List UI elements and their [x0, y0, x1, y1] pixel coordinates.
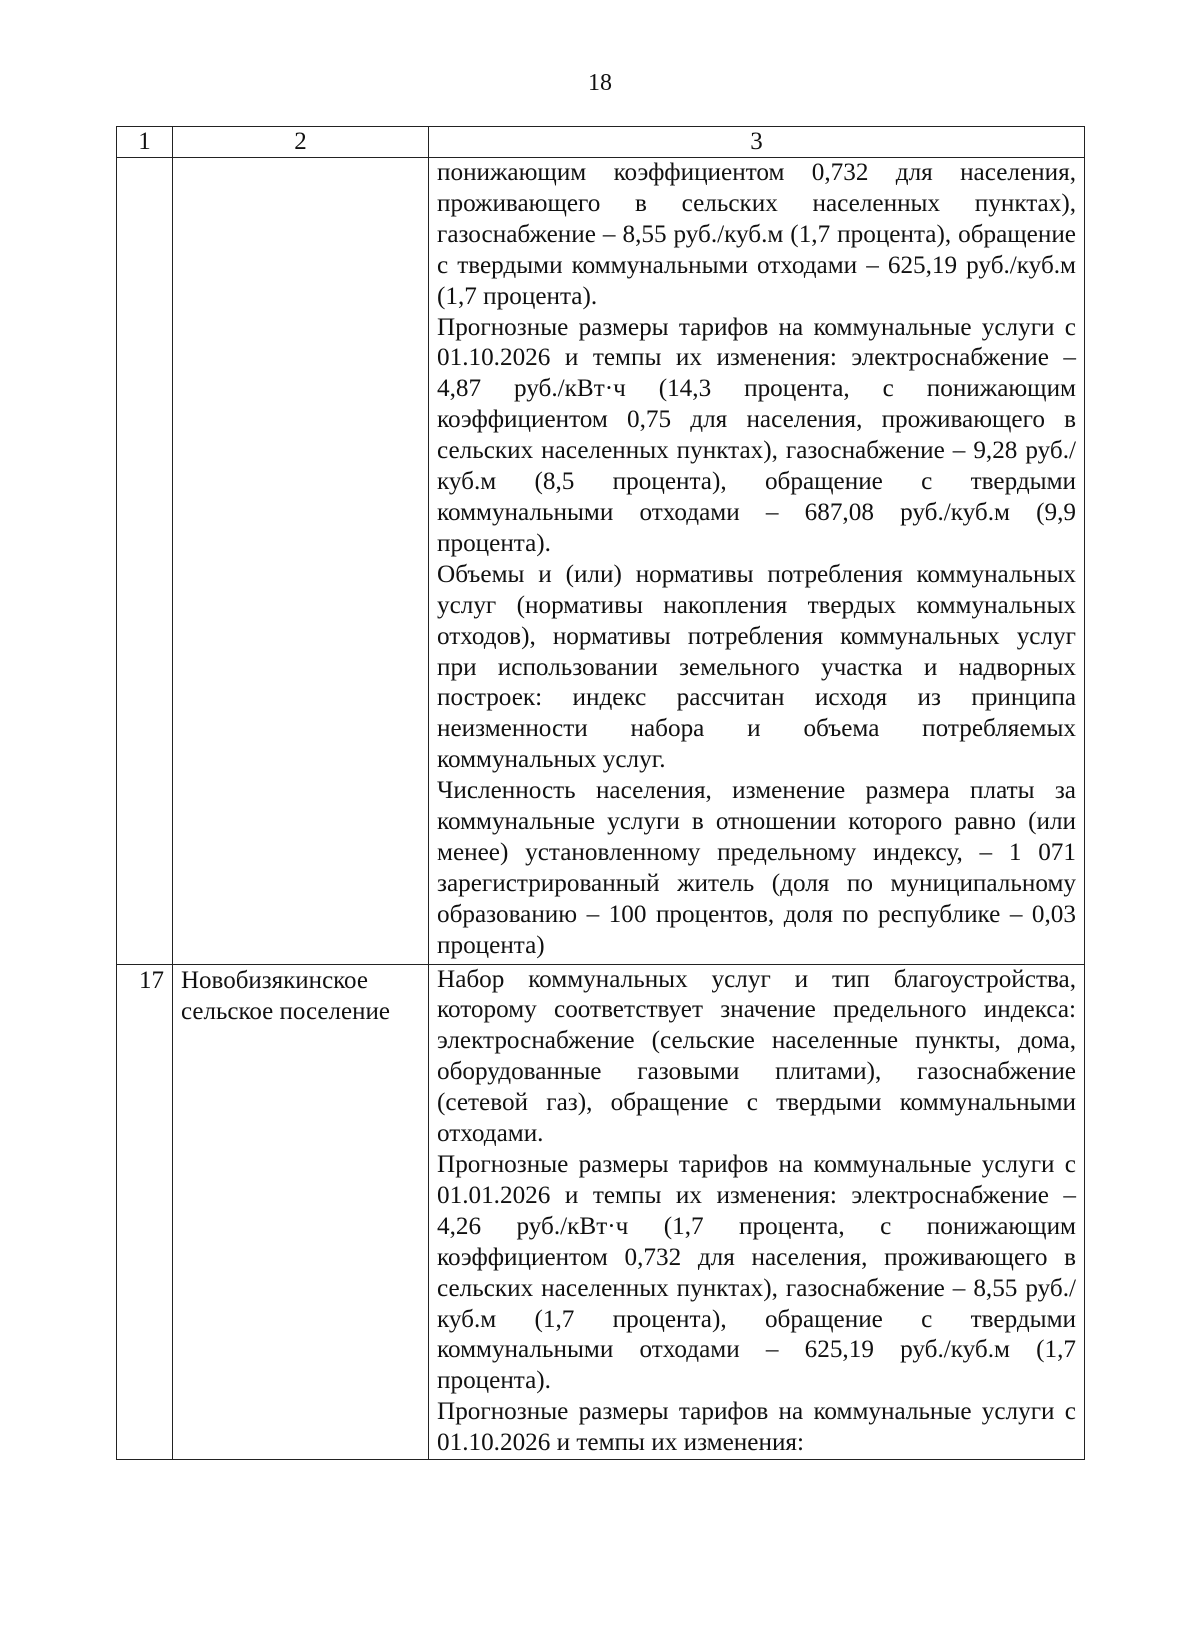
tariff-table: [116, 126, 1085, 1460]
column-header-3: 3: [429, 127, 1085, 158]
table-row: [117, 964, 1085, 1460]
column-header-1: 1: [117, 127, 173, 158]
page-number: 18: [588, 70, 612, 96]
paragraph: понижающим коэффициентом 0,732 для населения, проживающего в сельских населенных пунктах), газоснабжение – 8,55 руб./куб.м (1,7 процента), обращение с твердыми коммунальными отходами – 625,19 руб./куб.м (1,7 процента).: [437, 159, 1076, 310]
paragraph: Прогнозные размеры тарифов на коммунальные услуги с 01.10.2026 и темпы их изменения: электроснабжение – 4,87 руб./кВт·ч (14,3 процента, с понижающим коэффициентом 0,75 для населения, проживающего в сельских населенных пунктах), газоснабжение – 9,28 руб./куб.м (8,5 процента), обращение с твердыми коммунальными отходами – 687,08 руб./куб.м (9,9 процента).: [437, 313, 1076, 557]
paragraph: Прогнозные размеры тарифов на коммунальные услуги с 01.10.2026 и темпы их изменения:: [437, 1398, 1076, 1457]
table-header-row: [117, 127, 1085, 158]
description-cell: [429, 158, 1085, 965]
paragraph: Набор коммунальных услуг и тип благоустройства, которому соответствует значение предельного индекса: электроснабжение (сельские населенные пункты, дома, оборудованные газовыми плитами), газоснабжение (сетевой газ), обращение с твердыми коммунальными отходами.: [437, 965, 1076, 1148]
paragraph: Численность населения, изменение размера платы за коммунальные услуги в отношении которого равно (или менее) установленному предельному индексу, – 1 071 зарегистрированный житель (доля по муниципальному образованию – 100 процентов, доля по республике – 0,03 процента): [437, 777, 1076, 959]
settlement-name: Новобизякинское сельское поселение: [173, 964, 429, 1460]
table-row: [117, 158, 1085, 965]
paragraph: Прогнозные размеры тарифов на коммунальные услуги с 01.01.2026 и темпы их изменения: электроснабжение – 4,26 руб./кВт·ч (1,7 процента, с понижающим коэффициентом 0,732 для населения, проживающего в сельских населенных пунктах), газоснабжение – 8,55 руб./куб.м (1,7 процента), обращение с твердыми коммунальными отходами – 625,19 руб./куб.м (1,7 процента).: [437, 1151, 1076, 1395]
description-cell: [429, 964, 1085, 1460]
row-number: 17: [117, 964, 173, 1460]
column-header-2: 2: [173, 127, 429, 158]
settlement-name: [173, 158, 429, 965]
row-number: [117, 158, 173, 965]
paragraph: Объемы и (или) нормативы потребления коммунальных услуг (нормативы накопления твердых коммунальных отходов), нормативы потребления коммунальных услуг при использовании земельного участка и надворных построек: индекс рассчитан исходя из принципа неизменности набора и объема потребляемых коммунальных услуг.: [437, 560, 1076, 774]
